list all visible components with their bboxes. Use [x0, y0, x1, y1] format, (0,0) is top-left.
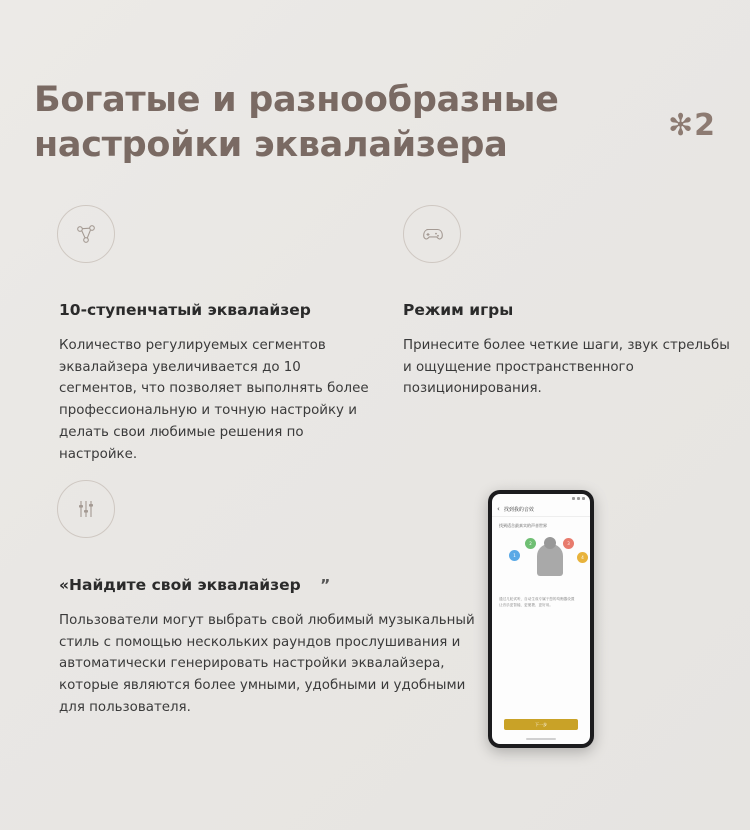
gamepad-icon: [403, 205, 461, 263]
phone-heading: 找到适合最真实的声音世界: [499, 523, 547, 528]
footnote-badge: ✻2: [667, 108, 716, 143]
eq-node-2: 2: [525, 538, 536, 549]
feature-title-text: «Найдите свой эквалайзер: [59, 576, 301, 594]
headline-line-1: Богатые и разнообразные: [34, 80, 559, 120]
phone-mockup: [488, 490, 594, 748]
phone-illustration: [499, 536, 583, 588]
phone-app-bar: [492, 503, 590, 517]
equalizer-sliders-icon: [57, 480, 115, 538]
feature-title: [57, 576, 477, 594]
phone-next-button[interactable]: 下一步: [504, 719, 578, 730]
feature-title: 10-ступенчатый эквалайзер: [59, 301, 311, 319]
phone-screen: [492, 494, 590, 744]
share-nodes-icon: [57, 205, 115, 263]
person-illustration-icon: [537, 544, 563, 576]
feature-body: Принесите более четкие шаги, звук стрельбы и ощущение пространственного позиционирования.: [403, 338, 730, 397]
feature-title: Режим игры: [403, 301, 514, 319]
feature-body: Количество регулируемых сегментов эквалайзера увеличивается до 10 сегментов, что позволяет выполнять более профессиональную и точную настройку и делать свои любимые решения по настройке.: [59, 338, 369, 462]
headline-block: [34, 78, 634, 168]
back-arrow-icon[interactable]: ‹: [497, 505, 500, 513]
home-indicator: [526, 738, 556, 740]
feature-block-game-mode: [403, 205, 733, 400]
status-battery-icon: [582, 497, 585, 500]
phone-app-title: 找到我的音效: [503, 507, 534, 513]
phone-content: [492, 517, 590, 608]
eq-node-1: 1: [509, 550, 520, 561]
feature-body: Пользователи могут выбрать свой любимый музыкальный стиль с помощью нескольких раундов прослушивания и автоматически генерировать настройки эквалайзера, которые являются более умными, удобными и удобными для пользователя.: [59, 613, 475, 715]
feature-block-find-your-eq: [57, 480, 477, 719]
eq-node-3: 3: [563, 538, 574, 549]
feature-block-equalizer: [57, 205, 377, 465]
headline-line-2: настройки эквалайзера: [34, 124, 508, 165]
status-wifi-icon: [577, 497, 580, 500]
feature-title-quote-end: ”: [320, 576, 331, 594]
eq-node-4: 4: [577, 552, 588, 563]
phone-description-line-1: 通过几轮试听，自动生成专属于您的均衡器设置: [499, 597, 575, 601]
status-signal-icon: [572, 497, 575, 500]
page-title: [34, 78, 634, 168]
phone-description-line-2: 让音乐更智能、更便捷、更好用。: [499, 603, 553, 608]
phone-status-bar: [492, 494, 590, 503]
